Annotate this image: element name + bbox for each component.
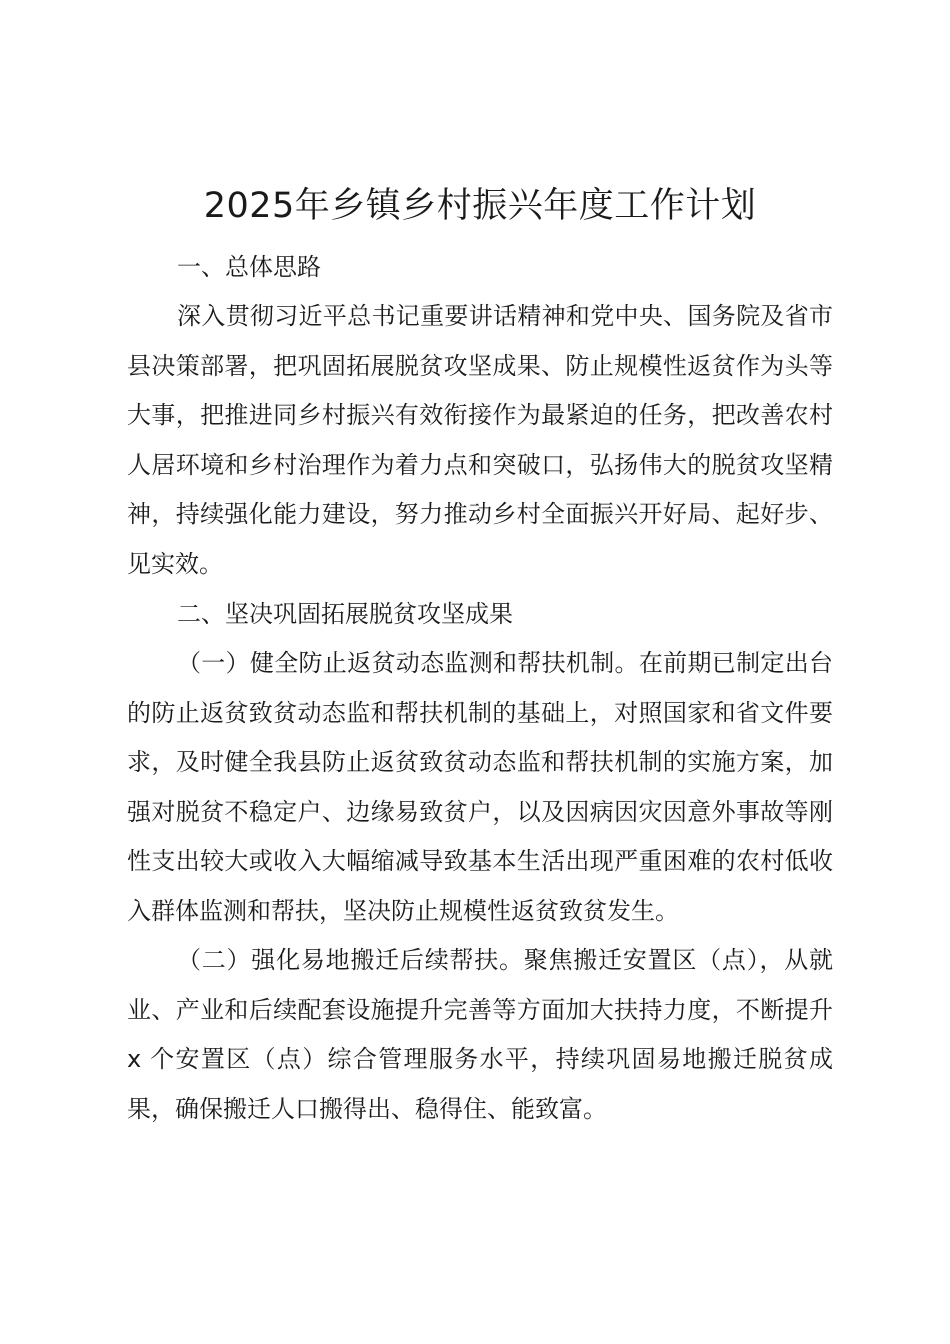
paragraph-monitoring-mechanism: （一）健全防止返贫动态监测和帮扶机制。在前期已制定出台的防止返贫致贫动态监和帮扶机制的基础上，对照国家和省文件要求，及时健全我县防止返贫致贫动态监和帮扶机制的实施方案，加强对脱贫不稳定户、边缘易致贫户，以及因病因灾因意外事故等刚性支出较大或收入大幅缩减导致基本生活出现严重困难的农村低收入群体监测和帮扶，坚决防止规模性返贫致贫发生。 (127, 649, 833, 925)
document-body (127, 178, 833, 1134)
section-heading-overall-approach: 一、总体思路 (177, 253, 321, 281)
document-title: 2025年乡镇乡村振兴年度工作计划 (203, 186, 757, 226)
paragraph-relocation-support: （二）强化易地搬迁后续帮扶。聚焦搬迁安置区（点），从就业、产业和后续配套设施提升完善等方面加大扶持力度，不断提升 x 个安置区（点）综合管理服务水平，持续巩固易地搬迁脱贫成果，确保搬迁人口搬得出、稳得住、能致富。 (127, 946, 833, 1123)
paragraph-overall-approach: 深入贯彻习近平总书记重要讲话精神和党中央、国务院及省市县决策部署，把巩固拓展脱贫攻坚成果、防止规模性返贫作为头等大事，把推进同乡村振兴有效衔接作为最紧迫的任务，把改善农村人居环境和乡村治理作为着力点和突破口，弘扬伟大的脱贫攻坚精神，持续强化能力建设，努力推动乡村全面振兴开好局、起好步、见实效。 (127, 302, 833, 578)
section-heading-consolidate-achievements: 二、坚决巩固拓展脱贫攻坚成果 (177, 600, 513, 628)
